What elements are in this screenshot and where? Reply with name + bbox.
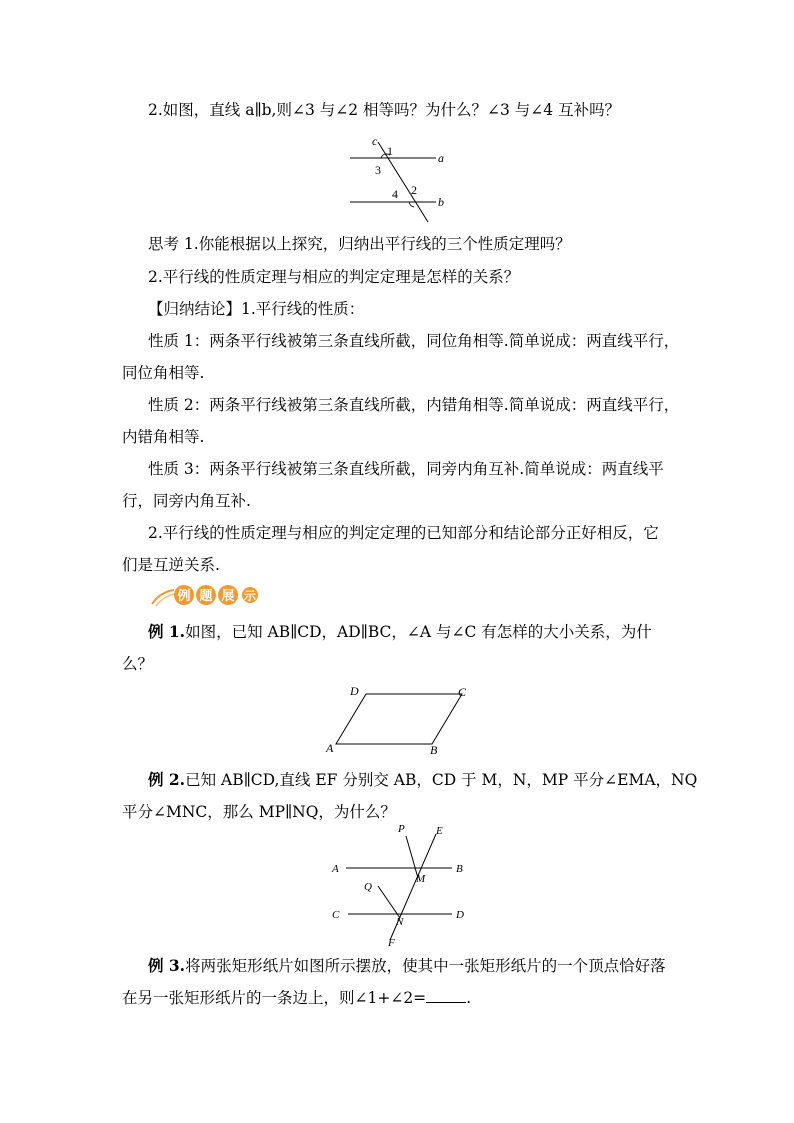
property-2-line-1: 性质 2：两条平行线被第三条直线所截，内错角相等.简单说成：两直线平行，: [148, 396, 680, 414]
example-1-line-1: [148, 622, 652, 642]
example-1-line-2: 么？: [122, 655, 154, 673]
conclusion-heading: 【归纳结论】1.平行线的性质：: [148, 300, 365, 318]
example-2-line-1: [148, 770, 697, 790]
label-N: N: [396, 916, 404, 928]
example-3-line-1: [148, 956, 666, 976]
label-P: P: [398, 823, 405, 835]
example-3-label: 例 3.: [148, 956, 186, 975]
property-3-line-2: 行，同旁内角互补.: [122, 492, 251, 510]
figure-transversal: [328, 822, 476, 950]
label-C: C: [458, 685, 467, 699]
question-2: 2.如图，直线 a∥b,则∠3 与∠2 相等吗？为什么？∠3 与∠4 互补吗？: [148, 101, 621, 119]
example-banner: [150, 582, 260, 610]
example-2-text: 已知 AB∥CD,直线 EF 分别交 AB，CD 于 M，N，MP 平分∠EMA，NQ: [185, 771, 698, 789]
banner-char-3: 展: [221, 588, 235, 603]
label-A2: A: [332, 863, 339, 875]
relation-line-1: 2.平行线的性质定理与相应的判定定理的已知部分和结论部分正好相反，它: [148, 524, 659, 542]
banner-char-1: 例: [177, 588, 191, 603]
label-B: B: [430, 743, 438, 756]
example-3-line-2: [122, 988, 471, 1008]
label-b: b: [438, 195, 444, 209]
ray-NQ: [378, 886, 400, 918]
example-2-label: 例 2.: [148, 770, 186, 789]
label-Q: Q: [364, 881, 372, 893]
example-3-text: 将两张矩形纸片如图所示摆放，使其中一张矩形纸片的一个顶点恰好落: [185, 957, 666, 975]
example-1-label: 例 1.: [148, 622, 186, 641]
answer-blank[interactable]: [426, 988, 466, 1003]
banner-char-4: 示: [243, 589, 257, 603]
label-B2: B: [456, 863, 463, 875]
example-3-period: .: [466, 989, 472, 1007]
figure-parallel-lines-ab: [340, 132, 460, 224]
label-D: D: [350, 684, 359, 698]
think-2: 2.平行线的性质定理与相应的判定定理是怎样的关系？: [148, 268, 520, 286]
label-F: F: [388, 937, 395, 949]
label-angle-4: 4: [392, 187, 398, 201]
example-1-text: 如图，已知 AB∥CD，AD∥BC，∠A 与∠C 有怎样的大小关系，为什: [185, 623, 652, 641]
property-1-line-1: 性质 1：两条平行线被第三条直线所截，同位角相等.简单说成：两直线平行，: [148, 332, 680, 350]
banner-char-2: 题: [199, 588, 213, 603]
label-D2: D: [456, 909, 464, 921]
label-A: A: [326, 741, 334, 755]
label-C2: C: [332, 909, 340, 921]
parallelogram-abcd: [336, 694, 462, 744]
property-1-line-2: 同位角相等.: [122, 364, 205, 382]
think-1: 思考 1.你能根据以上探究，归纳出平行线的三个性质定理吗？: [148, 235, 571, 253]
label-angle-3: 3: [375, 163, 381, 177]
label-angle-1: 1: [387, 144, 393, 158]
ray-MP: [406, 836, 418, 878]
example-3-text-2: 在另一张矩形纸片的一条边上，则∠1+∠2=: [122, 989, 427, 1007]
label-a: a: [438, 151, 444, 165]
property-3-line-1: 性质 3：两条平行线被第三条直线所截，同旁内角互补.简单说成：两直线平: [148, 460, 664, 478]
label-c: c: [372, 134, 378, 148]
label-M: M: [416, 873, 426, 885]
banner-swoosh-icon: [152, 590, 174, 604]
label-angle-2: 2: [411, 183, 417, 197]
example-2-line-2: 平分∠MNC，那么 MP∥NQ，为什么？: [122, 803, 396, 821]
figure-parallelogram: [322, 682, 472, 756]
label-E: E: [436, 825, 443, 837]
property-2-line-2: 内错角相等.: [122, 428, 205, 446]
angle-arc-bottom: [409, 202, 414, 207]
relation-line-2: 们是互逆关系.: [122, 556, 220, 574]
